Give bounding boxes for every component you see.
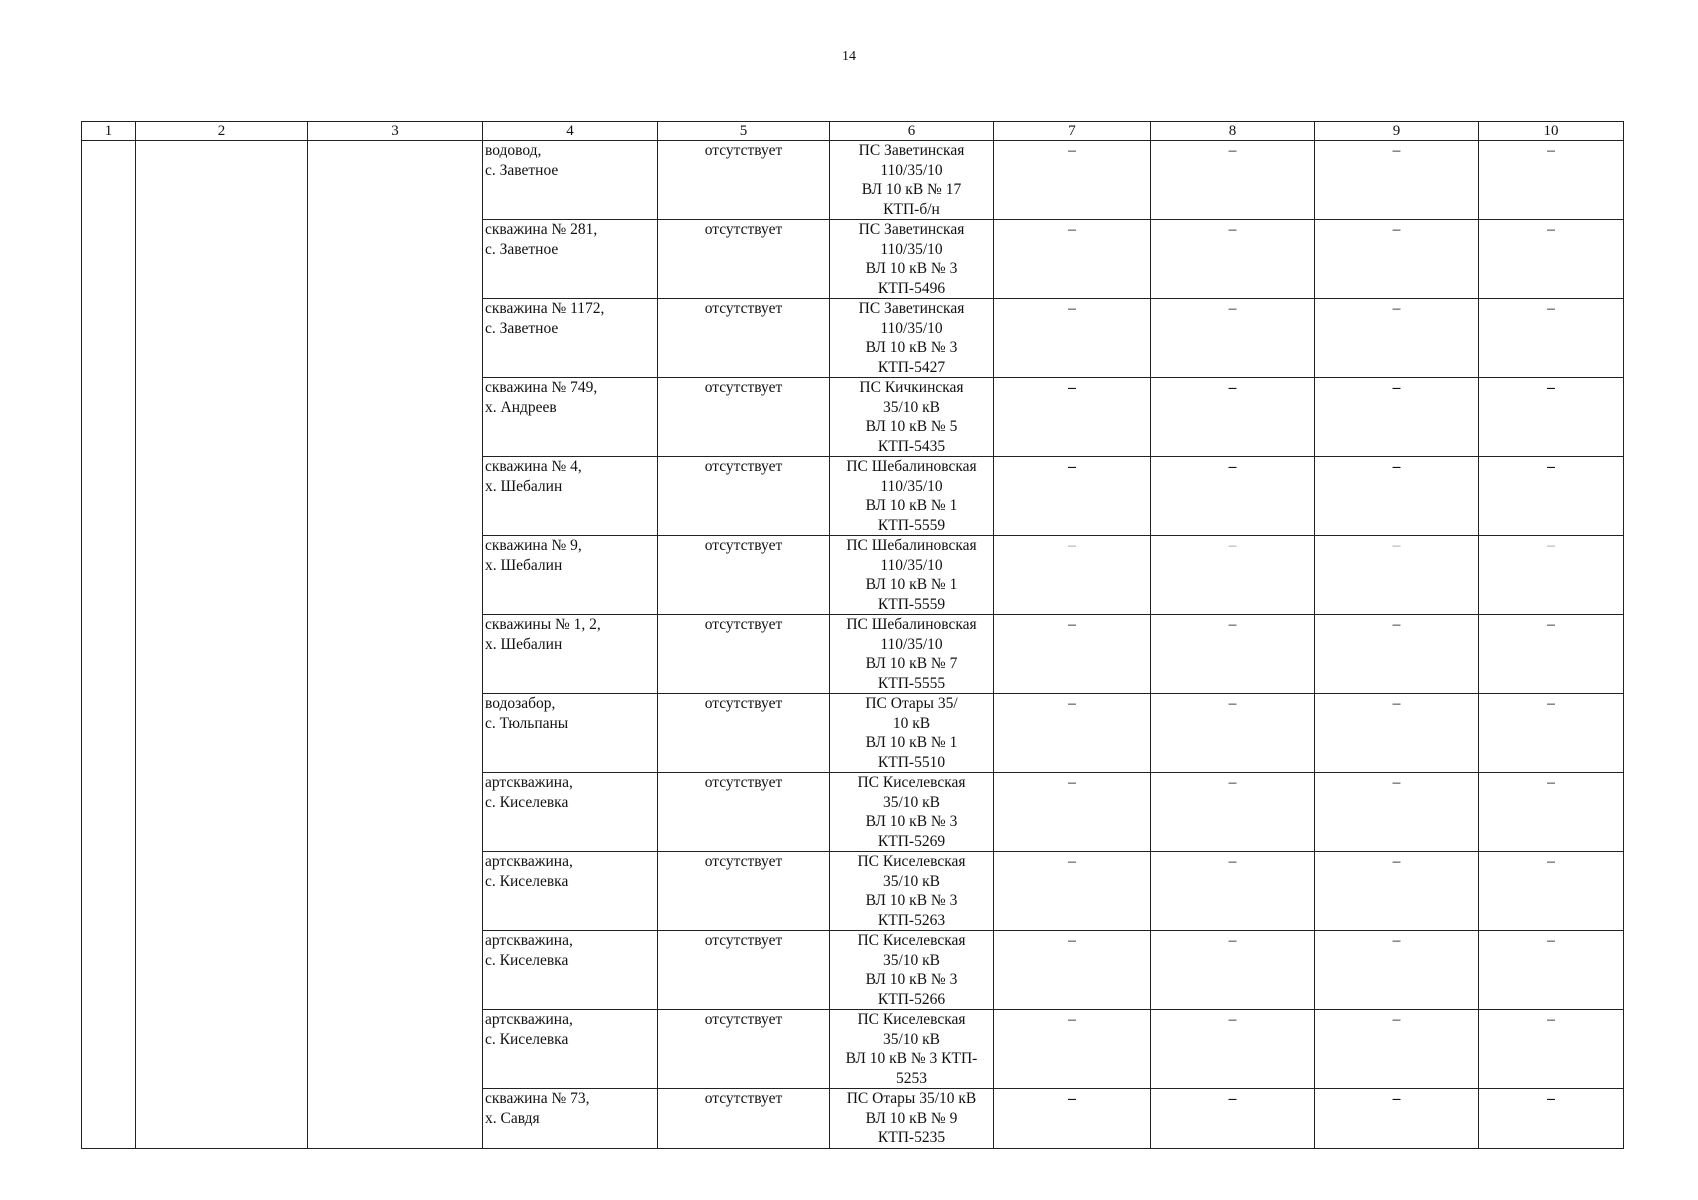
dash-cell-col7 bbox=[994, 299, 1151, 378]
dash-cell-col7 bbox=[994, 773, 1151, 852]
dash-cell-col8 bbox=[1151, 536, 1315, 615]
supply-source-cell bbox=[830, 457, 994, 536]
status-cell: отсутствует bbox=[658, 299, 830, 378]
column-header: 6 bbox=[830, 122, 994, 141]
object-line: с. Киселевка bbox=[485, 951, 569, 969]
column-header: 7 bbox=[994, 122, 1151, 141]
object-line: скважина № 749, bbox=[485, 379, 598, 396]
dash-cell-col8 bbox=[1151, 457, 1315, 536]
object-cell bbox=[483, 457, 658, 536]
dash-cell-col10 bbox=[1479, 615, 1624, 694]
supply-line: ВЛ 10 кВ № 1 bbox=[865, 576, 958, 593]
dash-cell-col7 bbox=[994, 615, 1151, 694]
supply-line: КТП-5510 bbox=[877, 753, 946, 771]
supply-line: 35/10 кВ bbox=[882, 1030, 941, 1048]
dash-cell-col10 bbox=[1479, 457, 1624, 536]
dash-mark: – bbox=[1392, 142, 1401, 159]
object-line: скважина № 4, bbox=[485, 458, 582, 475]
supply-source-cell bbox=[830, 141, 994, 220]
status-cell: отсутствует bbox=[658, 536, 830, 615]
dash-mark: – bbox=[1068, 379, 1076, 396]
dash-cell-col9 bbox=[1315, 931, 1479, 1010]
dash-mark: – bbox=[1547, 379, 1555, 396]
empty-cell-col1 bbox=[82, 141, 136, 1149]
dash-cell-col7 bbox=[994, 457, 1151, 536]
dash-cell-col9 bbox=[1315, 852, 1479, 931]
supply-line: ПС Отары 35/ bbox=[865, 695, 958, 712]
object-line: с. Заветное bbox=[485, 240, 559, 258]
supply-line: ПС Киселевская bbox=[857, 932, 966, 949]
supply-line: КТП-5435 bbox=[877, 437, 946, 455]
supply-line: КТП-5559 bbox=[877, 595, 946, 613]
supply-line: ПС Шебалиновская bbox=[846, 458, 977, 475]
dash-mark: – bbox=[1228, 616, 1237, 633]
column-header: 4 bbox=[483, 122, 658, 141]
column-header: 5 bbox=[658, 122, 830, 141]
supply-line: КТП-5427 bbox=[877, 358, 946, 376]
dash-mark: – bbox=[1547, 537, 1555, 554]
object-line: с. Киселевка bbox=[485, 872, 569, 890]
dash-mark: – bbox=[1547, 458, 1555, 475]
object-cell bbox=[483, 299, 658, 378]
object-cell bbox=[483, 536, 658, 615]
object-cell bbox=[483, 141, 658, 220]
dash-mark: – bbox=[1068, 853, 1076, 870]
supply-line: 110/35/10 bbox=[880, 635, 943, 653]
dash-cell-col8 bbox=[1151, 1010, 1315, 1089]
dash-cell-col10 bbox=[1479, 378, 1624, 457]
dash-cell-col7 bbox=[994, 694, 1151, 773]
supply-source-cell bbox=[830, 536, 994, 615]
supply-source-cell bbox=[830, 299, 994, 378]
object-cell bbox=[483, 852, 658, 931]
supply-source-cell bbox=[830, 220, 994, 299]
status-cell: отсутствует bbox=[658, 615, 830, 694]
status-cell: отсутствует bbox=[658, 694, 830, 773]
dash-mark: – bbox=[1547, 221, 1555, 238]
data-table bbox=[81, 121, 1624, 1149]
dash-mark: – bbox=[1392, 853, 1401, 870]
dash-cell-col9 bbox=[1315, 220, 1479, 299]
object-line: скважины № 1, 2, bbox=[485, 616, 601, 633]
supply-line: КТП-5235 bbox=[877, 1129, 946, 1146]
object-line: артскважина, bbox=[485, 853, 573, 870]
supply-line: 35/10 кВ bbox=[882, 951, 941, 969]
status-cell: отсутствует bbox=[658, 931, 830, 1010]
supply-line: ВЛ 10 кВ № 3 bbox=[865, 971, 958, 988]
status-cell: отсутствует bbox=[658, 457, 830, 536]
supply-line: ПС Киселевская bbox=[857, 1011, 966, 1028]
status-cell: отсутствует bbox=[658, 773, 830, 852]
dash-cell-col10 bbox=[1479, 536, 1624, 615]
object-line: х. Шебалин bbox=[485, 635, 563, 653]
empty-cell-col2 bbox=[136, 141, 308, 1149]
supply-source-cell bbox=[830, 773, 994, 852]
object-line: х. Шебалин bbox=[485, 477, 563, 495]
dash-mark: – bbox=[1228, 774, 1237, 791]
status-cell: отсутствует bbox=[658, 852, 830, 931]
column-header: 8 bbox=[1151, 122, 1315, 141]
dash-mark: – bbox=[1547, 853, 1555, 870]
dash-mark: – bbox=[1547, 1011, 1555, 1028]
dash-cell-col10 bbox=[1479, 694, 1624, 773]
dash-mark: – bbox=[1228, 932, 1237, 949]
object-line: с. Заветное bbox=[485, 161, 559, 179]
supply-line: 35/10 кВ bbox=[882, 398, 941, 416]
dash-mark: – bbox=[1392, 537, 1401, 554]
status-cell: отсутствует bbox=[658, 378, 830, 457]
dash-mark: – bbox=[1068, 221, 1076, 238]
object-line: водовод, bbox=[485, 142, 542, 159]
table-body bbox=[82, 141, 1624, 1149]
dash-mark: – bbox=[1068, 142, 1076, 159]
dash-cell-col8 bbox=[1151, 299, 1315, 378]
supply-line: 110/35/10 bbox=[880, 319, 943, 337]
dash-cell-col10 bbox=[1479, 1089, 1624, 1149]
supply-line: КТП-5269 bbox=[877, 832, 946, 850]
dash-mark: – bbox=[1068, 616, 1076, 633]
object-line: скважина № 73, bbox=[485, 1090, 590, 1107]
dash-cell-col10 bbox=[1479, 220, 1624, 299]
supply-line: КТП-5263 bbox=[877, 911, 946, 929]
dash-mark: – bbox=[1392, 932, 1401, 949]
dash-mark: – bbox=[1068, 695, 1076, 712]
supply-line: 35/10 кВ bbox=[882, 793, 941, 811]
dash-mark: – bbox=[1068, 932, 1076, 949]
supply-line: ПС Кичкинская bbox=[859, 379, 964, 396]
object-cell bbox=[483, 378, 658, 457]
dash-mark: – bbox=[1392, 458, 1401, 475]
object-line: скважина № 1172, bbox=[485, 300, 605, 317]
status-cell: отсутствует bbox=[658, 220, 830, 299]
supply-source-cell bbox=[830, 615, 994, 694]
supply-source-cell bbox=[830, 378, 994, 457]
dash-cell-col7 bbox=[994, 536, 1151, 615]
supply-line: ПС Заветинская bbox=[858, 300, 965, 317]
dash-mark: – bbox=[1068, 537, 1076, 554]
supply-source-cell bbox=[830, 852, 994, 931]
object-cell bbox=[483, 1010, 658, 1089]
column-header: 2 bbox=[136, 122, 308, 141]
dash-mark: – bbox=[1392, 221, 1401, 238]
object-line: с. Киселевка bbox=[485, 1030, 569, 1048]
supply-line: ВЛ 10 кВ № 7 bbox=[865, 655, 958, 672]
object-line: х. Шебалин bbox=[485, 556, 563, 574]
supply-line: ПС Заветинская bbox=[858, 221, 965, 238]
supply-line: ВЛ 10 кВ № 3 bbox=[865, 813, 958, 830]
supply-line: КТП-б/н bbox=[883, 200, 940, 218]
dash-cell-col7 bbox=[994, 1089, 1151, 1149]
supply-line: 110/35/10 bbox=[880, 556, 943, 574]
dash-mark: – bbox=[1547, 774, 1555, 791]
supply-line: ПС Шебалиновская bbox=[846, 616, 977, 633]
status-cell: отсутствует bbox=[658, 1010, 830, 1089]
dash-mark: – bbox=[1392, 300, 1401, 317]
dash-mark: – bbox=[1547, 300, 1555, 317]
dash-cell-col8 bbox=[1151, 852, 1315, 931]
dash-mark: – bbox=[1228, 221, 1237, 238]
supply-line: ПС Шебалиновская bbox=[846, 537, 977, 554]
dash-cell-col9 bbox=[1315, 378, 1479, 457]
column-number-row bbox=[82, 122, 1624, 141]
dash-mark: – bbox=[1228, 379, 1237, 396]
dash-cell-col8 bbox=[1151, 378, 1315, 457]
dash-mark: – bbox=[1228, 853, 1237, 870]
dash-mark: – bbox=[1392, 1011, 1401, 1028]
dash-mark: – bbox=[1228, 142, 1237, 159]
dash-cell-col9 bbox=[1315, 457, 1479, 536]
object-line: с. Тюльпаны bbox=[485, 714, 569, 732]
dash-cell-col8 bbox=[1151, 220, 1315, 299]
dash-mark: – bbox=[1228, 458, 1237, 475]
supply-line: ВЛ 10 кВ № 17 bbox=[861, 181, 962, 198]
status-cell: отсутствует bbox=[658, 141, 830, 220]
dash-cell-col7 bbox=[994, 852, 1151, 931]
supply-line: ПС Заветинская bbox=[858, 142, 965, 159]
dash-mark: – bbox=[1392, 379, 1401, 396]
object-line: артскважина, bbox=[485, 774, 573, 791]
dash-cell-col9 bbox=[1315, 536, 1479, 615]
dash-cell-col7 bbox=[994, 378, 1151, 457]
object-line: водозабор, bbox=[485, 695, 556, 712]
supply-source-cell bbox=[830, 931, 994, 1010]
dash-mark: – bbox=[1068, 1090, 1076, 1107]
column-header: 1 bbox=[82, 122, 136, 141]
dash-mark: – bbox=[1068, 1011, 1076, 1028]
object-line: артскважина, bbox=[485, 1011, 573, 1028]
dash-cell-col8 bbox=[1151, 773, 1315, 852]
object-line: артскважина, bbox=[485, 932, 573, 949]
dash-cell-col10 bbox=[1479, 931, 1624, 1010]
dash-cell-col10 bbox=[1479, 141, 1624, 220]
object-cell bbox=[483, 220, 658, 299]
supply-line: ВЛ 10 кВ № 1 bbox=[865, 734, 958, 751]
supply-line: ВЛ 10 кВ № 3 bbox=[865, 339, 958, 356]
dash-mark: – bbox=[1392, 695, 1401, 712]
dash-cell-col9 bbox=[1315, 694, 1479, 773]
dash-cell-col9 bbox=[1315, 1010, 1479, 1089]
dash-cell-col8 bbox=[1151, 931, 1315, 1010]
supply-line: ВЛ 10 кВ № 3 bbox=[865, 892, 958, 909]
column-header: 10 bbox=[1479, 122, 1624, 141]
supply-line: ВЛ 10 кВ № 1 bbox=[865, 497, 958, 514]
status-cell: отсутствует bbox=[658, 1089, 830, 1149]
dash-cell-col8 bbox=[1151, 141, 1315, 220]
dash-mark: – bbox=[1547, 142, 1555, 159]
object-cell bbox=[483, 773, 658, 852]
supply-line: КТП-5559 bbox=[877, 516, 946, 534]
dash-mark: – bbox=[1392, 1090, 1401, 1107]
object-cell bbox=[483, 694, 658, 773]
dash-mark: – bbox=[1228, 1090, 1237, 1107]
dash-cell-col10 bbox=[1479, 852, 1624, 931]
dash-cell-col7 bbox=[994, 141, 1151, 220]
supply-line: ВЛ 10 кВ № 3 КТП- bbox=[845, 1050, 978, 1067]
dash-mark: – bbox=[1068, 458, 1076, 475]
supply-line: ПС Киселевская bbox=[857, 853, 966, 870]
supply-source-cell bbox=[830, 1010, 994, 1089]
object-cell bbox=[483, 1089, 658, 1149]
object-line: х. Савдя bbox=[485, 1109, 540, 1127]
supply-line: ВЛ 10 кВ № 5 bbox=[865, 418, 958, 435]
dash-cell-col8 bbox=[1151, 694, 1315, 773]
supply-line: 10 кВ bbox=[892, 714, 931, 732]
column-header: 9 bbox=[1315, 122, 1479, 141]
dash-cell-col10 bbox=[1479, 1010, 1624, 1089]
empty-cell-col3 bbox=[308, 141, 483, 1149]
dash-cell-col9 bbox=[1315, 773, 1479, 852]
object-line: скважина № 9, bbox=[485, 537, 582, 554]
dash-mark: – bbox=[1068, 300, 1076, 317]
dash-cell-col7 bbox=[994, 220, 1151, 299]
column-header: 3 bbox=[308, 122, 483, 141]
supply-line: 110/35/10 bbox=[880, 161, 943, 179]
supply-line: 35/10 кВ bbox=[882, 872, 941, 890]
table-row bbox=[82, 141, 1624, 220]
dash-mark: – bbox=[1392, 774, 1401, 791]
dash-mark: – bbox=[1547, 932, 1555, 949]
supply-line: КТП-5555 bbox=[877, 674, 946, 692]
dash-mark: – bbox=[1068, 774, 1076, 791]
supply-line: ВЛ 10 кВ № 9 bbox=[865, 1109, 958, 1127]
object-cell bbox=[483, 931, 658, 1010]
supply-line: 5253 bbox=[896, 1069, 927, 1087]
supply-line: КТП-5266 bbox=[877, 990, 946, 1008]
dash-cell-col10 bbox=[1479, 299, 1624, 378]
supply-line: 110/35/10 bbox=[880, 240, 943, 258]
page-number: 14 bbox=[842, 49, 856, 64]
supply-line: ВЛ 10 кВ № 3 bbox=[865, 260, 958, 277]
dash-mark: – bbox=[1228, 300, 1237, 317]
dash-cell-col10 bbox=[1479, 773, 1624, 852]
supply-source-cell bbox=[830, 694, 994, 773]
object-line: х. Андреев bbox=[485, 398, 557, 416]
dash-cell-col9 bbox=[1315, 615, 1479, 694]
object-cell bbox=[483, 615, 658, 694]
supply-source-cell bbox=[830, 1089, 994, 1149]
dash-mark: – bbox=[1228, 1011, 1237, 1028]
object-line: с. Киселевка bbox=[485, 793, 569, 811]
supply-line: ПС Отары 35/10 кВ bbox=[846, 1090, 977, 1107]
dash-cell-col7 bbox=[994, 931, 1151, 1010]
dash-cell-col8 bbox=[1151, 1089, 1315, 1149]
dash-cell-col7 bbox=[994, 1010, 1151, 1089]
supply-line: ПС Киселевская bbox=[857, 774, 966, 791]
dash-cell-col9 bbox=[1315, 299, 1479, 378]
dash-mark: – bbox=[1547, 1090, 1555, 1107]
supply-line: КТП-5496 bbox=[877, 279, 946, 297]
dash-cell-col9 bbox=[1315, 141, 1479, 220]
object-line: с. Заветное bbox=[485, 319, 559, 337]
dash-mark: – bbox=[1228, 537, 1237, 554]
dash-mark: – bbox=[1547, 695, 1555, 712]
object-line: скважина № 281, bbox=[485, 221, 598, 238]
dash-mark: – bbox=[1392, 616, 1401, 633]
dash-mark: – bbox=[1228, 695, 1237, 712]
supply-line: 110/35/10 bbox=[880, 477, 943, 495]
dash-cell-col9 bbox=[1315, 1089, 1479, 1149]
dash-cell-col8 bbox=[1151, 615, 1315, 694]
dash-mark: – bbox=[1547, 616, 1555, 633]
